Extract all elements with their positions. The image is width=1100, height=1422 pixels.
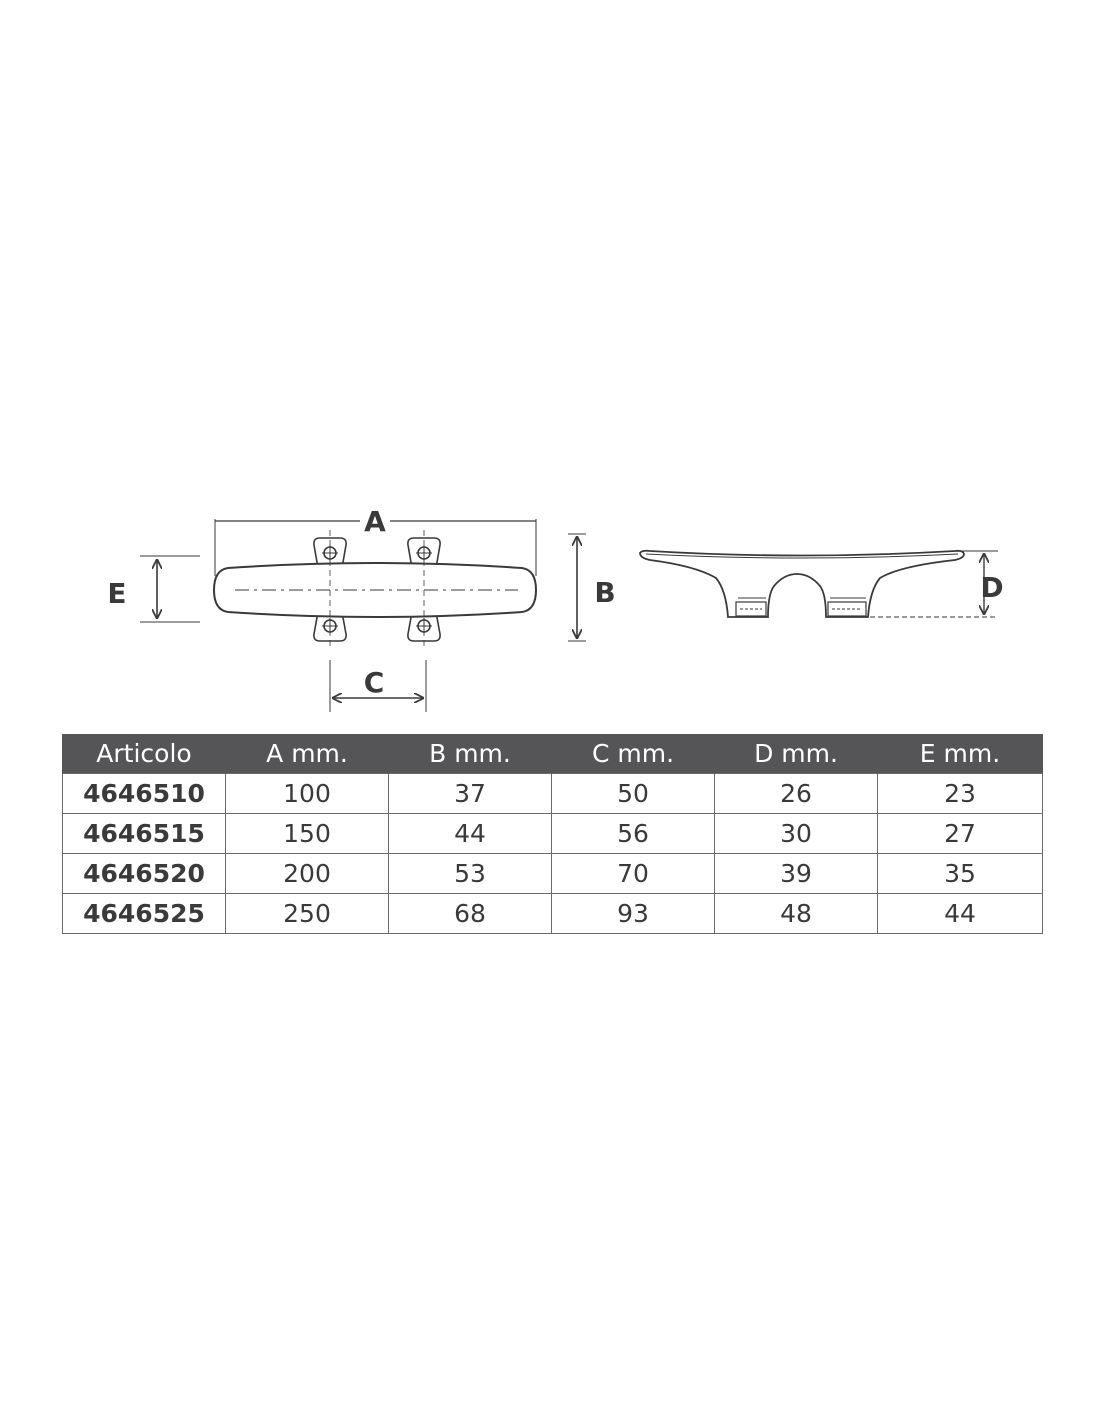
cell-c: 56	[552, 814, 715, 854]
dimension-b	[568, 534, 586, 641]
cell-b: 68	[389, 894, 552, 934]
cell-d: 48	[715, 894, 878, 934]
table-header-row	[63, 734, 1043, 774]
label-b: B	[594, 576, 616, 609]
header-d: D mm.	[715, 734, 878, 774]
label-d: D	[980, 571, 1004, 604]
table-row	[63, 774, 1043, 814]
cell-articolo: 4646525	[63, 894, 226, 934]
label-a: A	[364, 505, 386, 538]
cell-b: 53	[389, 854, 552, 894]
cell-articolo: 4646520	[63, 854, 226, 894]
cell-d: 30	[715, 814, 878, 854]
cell-articolo: 4646510	[63, 774, 226, 814]
cell-a: 250	[226, 894, 389, 934]
cell-c: 93	[552, 894, 715, 934]
cell-e: 27	[878, 814, 1043, 854]
header-a: A mm.	[226, 734, 389, 774]
cell-a: 100	[226, 774, 389, 814]
header-articolo: Articolo	[63, 734, 226, 774]
cell-b: 44	[389, 814, 552, 854]
dimensions-table	[62, 734, 1043, 934]
cell-c: 70	[552, 854, 715, 894]
header-b: B mm.	[389, 734, 552, 774]
cell-b: 37	[389, 774, 552, 814]
cell-e: 35	[878, 854, 1043, 894]
cell-d: 39	[715, 854, 878, 894]
header-e: E mm.	[878, 734, 1043, 774]
cell-d: 26	[715, 774, 878, 814]
table-row	[63, 894, 1043, 934]
table-row	[63, 814, 1043, 854]
cell-c: 50	[552, 774, 715, 814]
table-row	[63, 854, 1043, 894]
cell-a: 200	[226, 854, 389, 894]
cleat-side-view-icon	[640, 551, 964, 617]
cell-e: 44	[878, 894, 1043, 934]
label-e: E	[107, 577, 127, 610]
header-c: C mm.	[552, 734, 715, 774]
cell-e: 23	[878, 774, 1043, 814]
cleat-top-view-icon	[214, 519, 536, 650]
dimension-e	[140, 556, 200, 622]
label-c: C	[363, 666, 385, 699]
cell-articolo: 4646515	[63, 814, 226, 854]
cell-a: 150	[226, 814, 389, 854]
